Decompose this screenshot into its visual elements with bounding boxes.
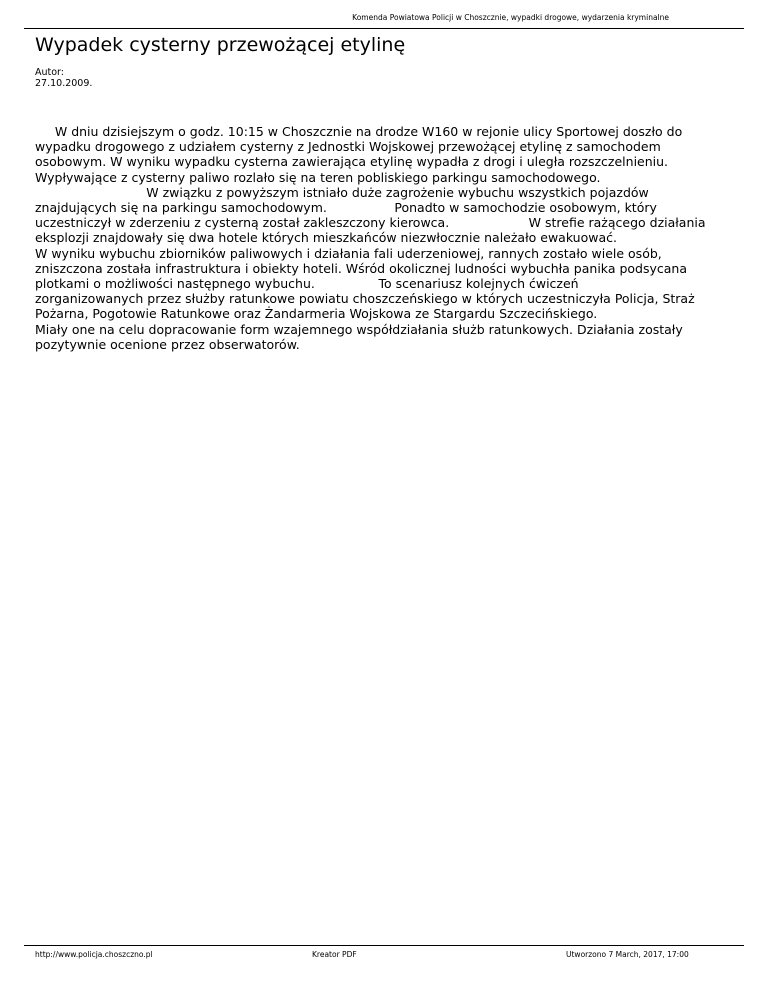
body-line: plotkami o możliwości następnego wybuchu. To scenariusz kolejnych ćwiczeń bbox=[35, 276, 579, 292]
body-line: Pożarna, Pogotowie Ratunkowe oraz Żandarmeria Wojskowa ze Stargardu Szczecińskiego. bbox=[35, 306, 598, 322]
body-line: Miały one na celu dopracowanie form wzajemnego współdziałania służb ratunkowych. Działania zostały bbox=[35, 321, 683, 337]
body-line: pozytywnie ocenione przez obserwatorów. bbox=[35, 336, 300, 352]
body-line: zniszczona została infrastruktura i obiekty hoteli. Wśród okolicznej ludności wybuchła panika podsycana bbox=[35, 260, 687, 276]
article-date: 27.10.2009. bbox=[35, 78, 93, 89]
body-line: wypadku drogowego z udziałem cysterny z Jednostki Wojskowej przewożącej etylinę z samochodem bbox=[35, 139, 661, 155]
article-body bbox=[35, 124, 735, 352]
body-line: W związku z powyższym istniało duże zagrożenie wybuchu wszystkich pojazdów bbox=[35, 184, 649, 200]
body-line: uczestniczył w zderzeniu z cysterną został zakleszczony kierowca. W strefie rażącego działania bbox=[35, 215, 706, 231]
body-line: osobowym. W wyniku wypadku cysterna zawierająca etylinę wypadła z drogi i uległa rozszczelnieniu. bbox=[35, 154, 669, 170]
footer-created-date: Utworzono 7 March, 2017, 17:00 bbox=[566, 950, 689, 959]
page-header bbox=[24, 10, 744, 29]
article-meta bbox=[35, 67, 92, 89]
body-line: W dniu dzisiejszym o godz. 10:15 w Choszcznie na drodze W160 w rejonie ulicy Sportowej doszło do bbox=[35, 124, 683, 139]
header-text: Komenda Powiatowa Policji w Choszcznie, wypadki drogowe, wydarzenia kryminalne bbox=[352, 13, 669, 22]
article-title: Wypadek cysterny przewożącej etylinę bbox=[35, 34, 406, 56]
footer-url: http://www.policja.choszczno.pl bbox=[35, 950, 153, 959]
body-line: Wypływające z cysterny paliwo rozlało się na teren pobliskiego parkingu samochodowego. bbox=[35, 169, 601, 185]
body-line: W wyniku wybuchu zbiorników paliwowych i działania fali uderzeniowej, rannych zostało wiele osób, bbox=[35, 245, 662, 261]
author-label: Autor: bbox=[35, 67, 64, 78]
body-line: eksplozji znajdowały się dwa hotele których mieszkańców niezwłocznie należało ewakuować. bbox=[35, 230, 617, 246]
body-line: zorganizowanych przez służby ratunkowe powiatu choszczeńskiego w których uczestniczyła Policja, Straż bbox=[35, 291, 695, 307]
body-line: znajdujących się na parkingu samochodowym. Ponadto w samochodzie osobowym, który bbox=[35, 200, 657, 216]
page-footer bbox=[24, 945, 744, 964]
footer-creator: Kreator PDF bbox=[312, 950, 357, 959]
